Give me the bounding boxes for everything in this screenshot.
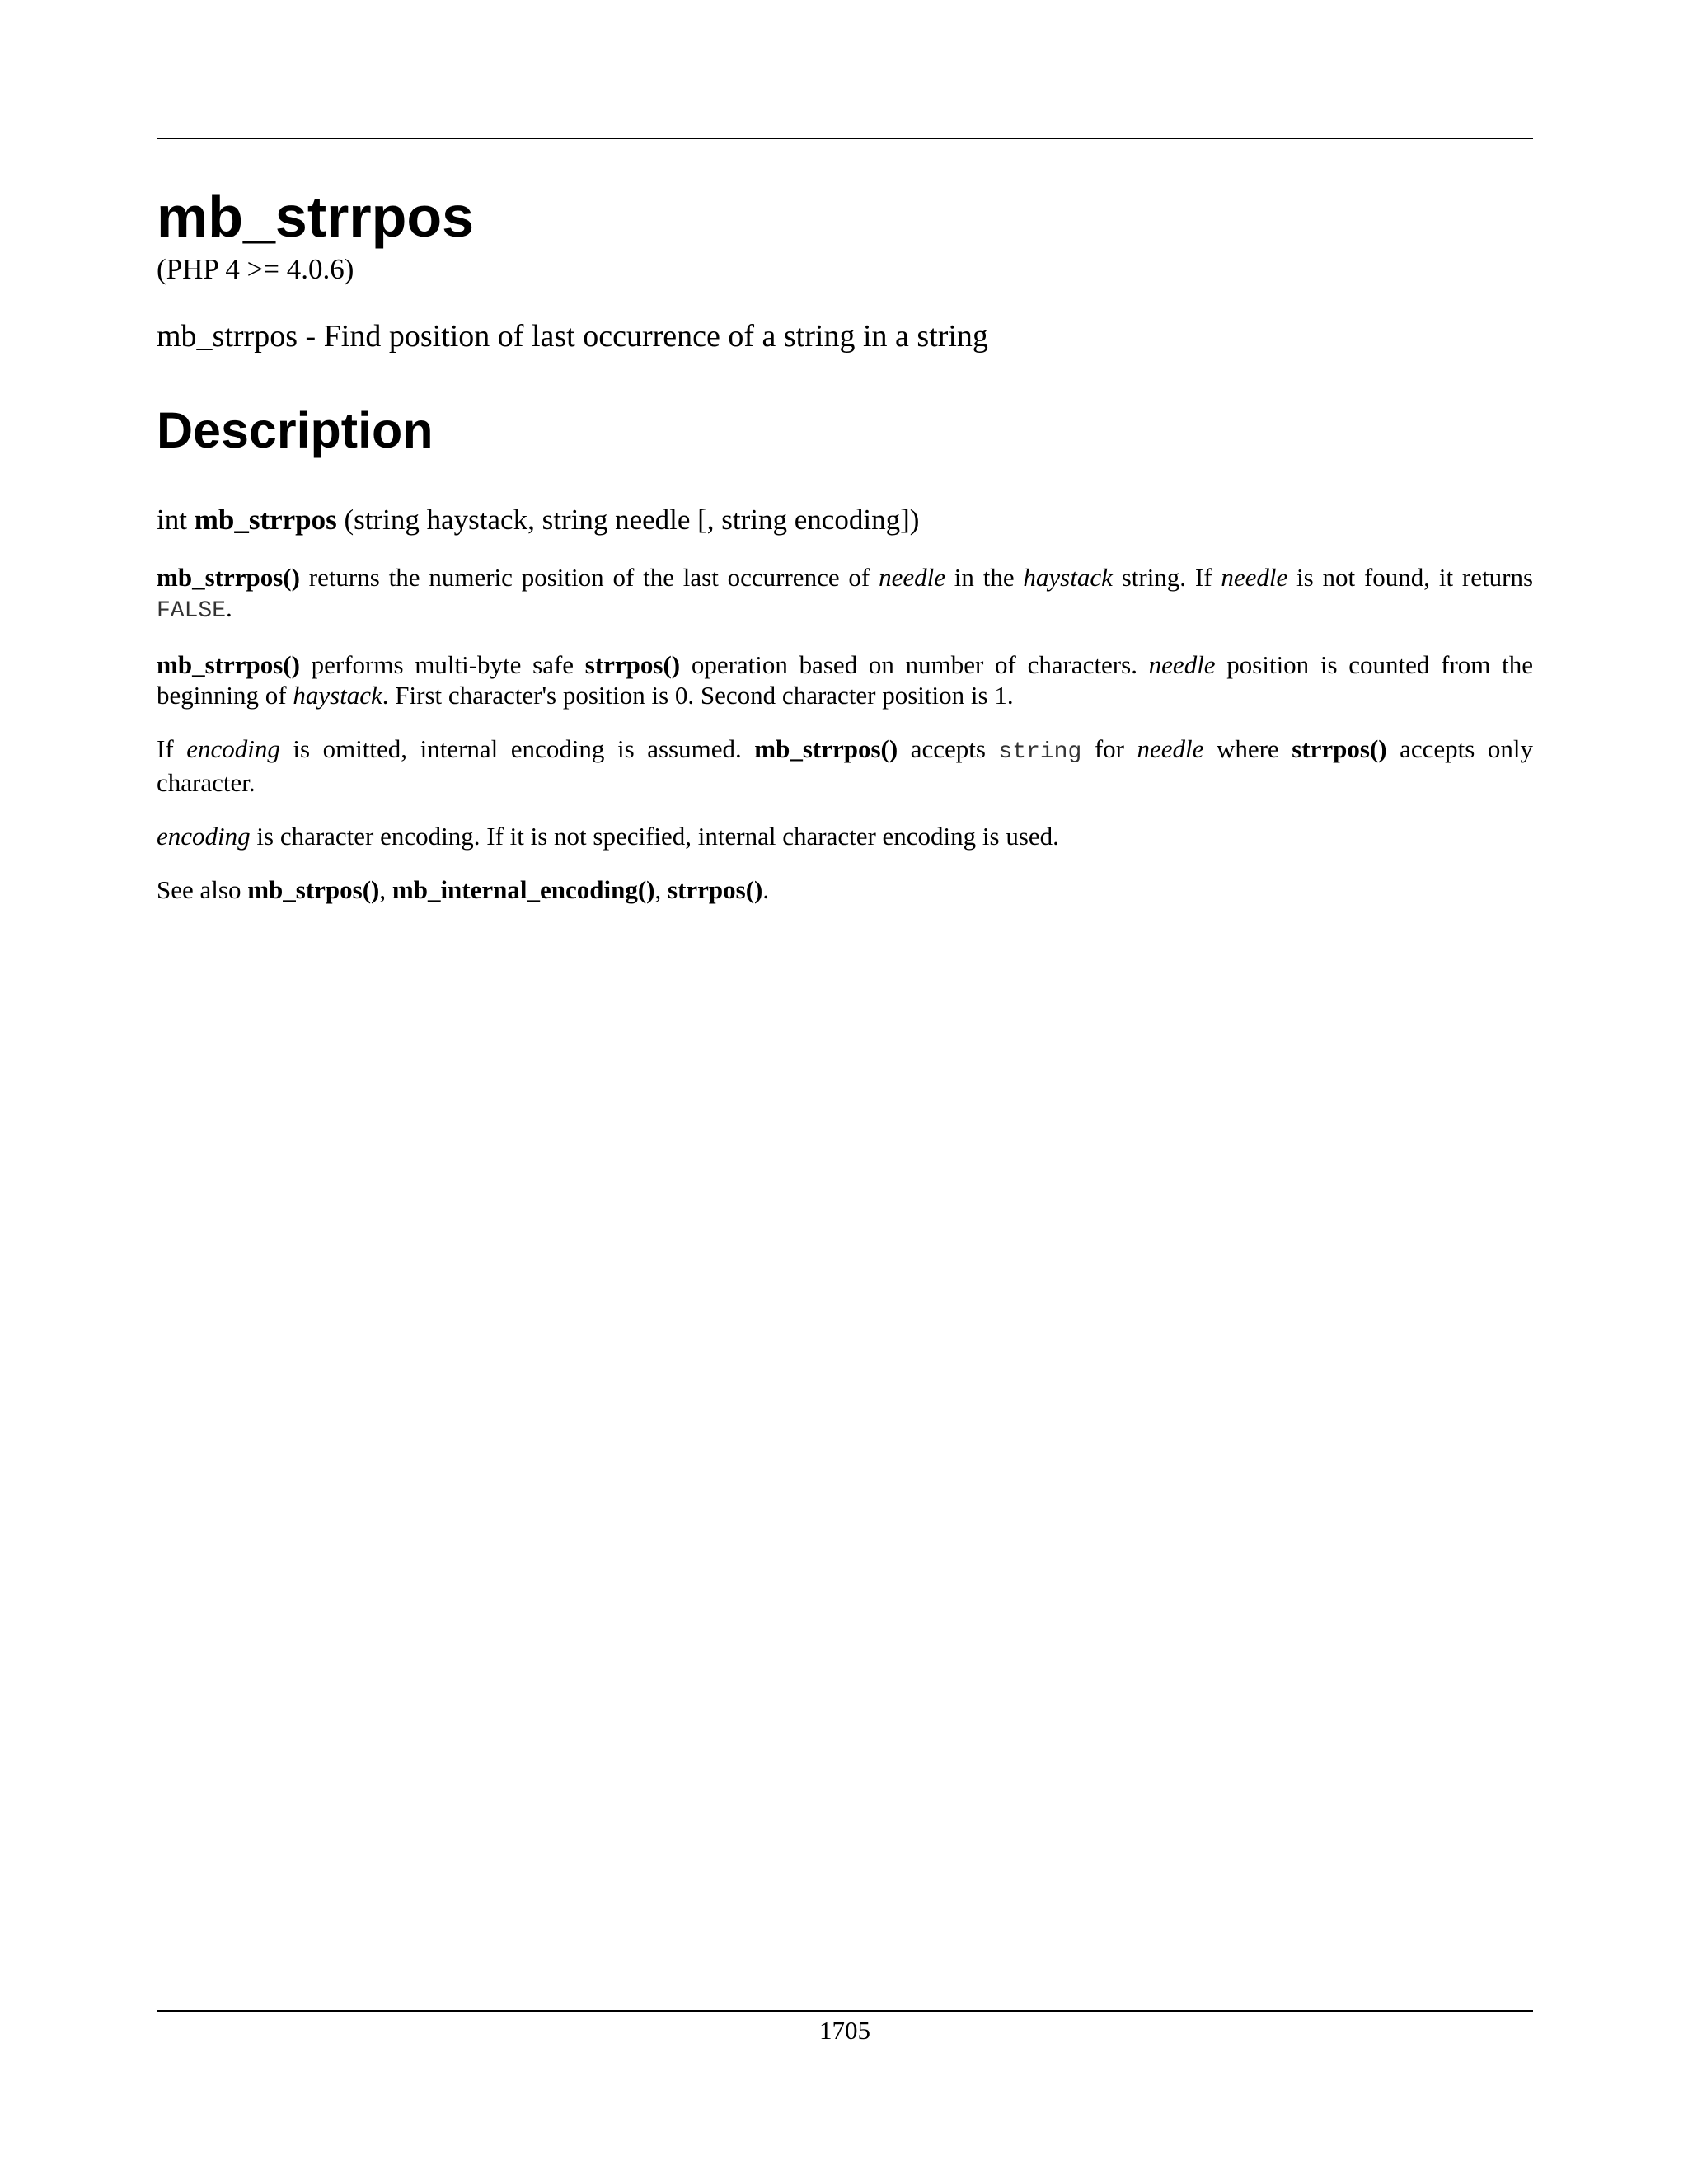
top-rule	[157, 138, 1533, 139]
page-number: 1705	[819, 2016, 870, 2045]
paragraph-encoding: encoding is character encoding. If it is not specified, internal character encoding is used.	[157, 821, 1059, 851]
param-ref: needle	[1221, 562, 1288, 592]
paragraph-see-also: See also mb_strpos(), mb_internal_encoding(), strrpos().	[157, 874, 770, 904]
section-heading-description: Description	[157, 401, 434, 458]
param-ref: needle	[1148, 649, 1216, 679]
paragraph-encoding-omitted: If encoding is omitted, internal encoding is assumed. mb_strrpos() accepts string for needle where strrpos() accepts only character.	[157, 733, 1533, 797]
function-ref: strrpos()	[1292, 733, 1387, 763]
bottom-rule	[157, 2010, 1533, 2012]
page-content	[157, 185, 1534, 905]
function-ref: mb_strrpos()	[157, 649, 300, 679]
function-ref: strrpos()	[584, 649, 681, 679]
param-ref: haystack	[1023, 562, 1113, 592]
param-ref: needle	[1137, 733, 1204, 763]
function-ref: mb_strrpos()	[157, 562, 300, 592]
see-also-link-mb-strpos[interactable]: mb_strpos()	[247, 874, 380, 904]
param-ref: encoding	[186, 733, 280, 763]
see-also-link-mb-internal-encoding[interactable]: mb_internal_encoding()	[392, 874, 655, 904]
constant-false: FALSE	[157, 598, 227, 624]
type-string: string	[998, 738, 1082, 765]
synopsis-function-name: mb_strrpos	[194, 503, 337, 536]
function-purpose: mb_strrpos - Find position of last occurrence of a string in a string	[157, 319, 988, 354]
paragraph-multibyte: mb_strrpos() performs multi-byte safe strrpos() operation based on number of characters. needle position is counted from the beginning of haystack. First character's position is 0. Second character position is 1.	[157, 649, 1533, 710]
function-synopsis	[157, 503, 1533, 537]
param-ref: encoding	[157, 821, 251, 851]
function-title: mb_strrpos	[157, 185, 475, 249]
see-also-link-strrpos[interactable]: strrpos()	[668, 874, 763, 904]
param-ref: haystack	[293, 680, 382, 710]
return-type: int	[157, 503, 187, 536]
paragraph-return-value: mb_strrpos() returns the numeric position of the last occurrence of needle in the haystack string. If needle is not found, it returns FALSE.	[157, 562, 1534, 624]
function-ref: mb_strrpos()	[754, 733, 898, 763]
param-ref: needle	[879, 562, 945, 592]
synopsis-params: (string haystack, string needle [, string encoding])	[344, 503, 920, 536]
version-info: (PHP 4 >= 4.0.6)	[157, 253, 354, 285]
